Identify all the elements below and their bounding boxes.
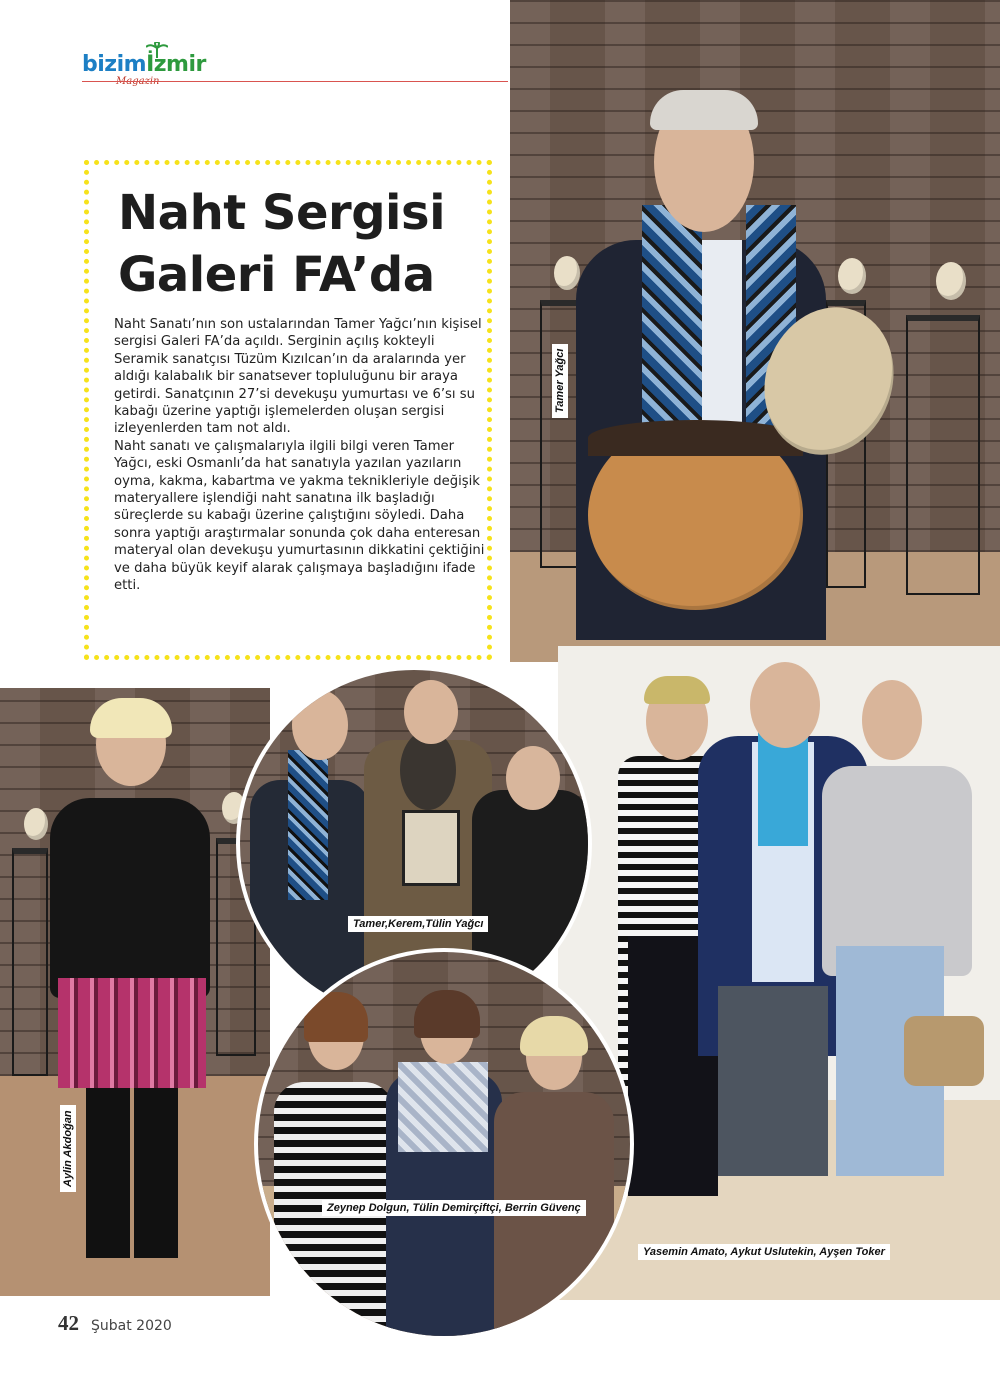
photo-zeynep-tulin-berrin — [254, 948, 634, 1340]
photo-tamer-yagci — [510, 0, 1000, 662]
article-body — [114, 316, 486, 595]
caption-yasemin-aykut-aysen: Yasemin Amato, Aykut Uslutekin, Ayşen Toker — [638, 1244, 890, 1260]
article-title: Naht Sergisi Galeri FA’da — [118, 185, 446, 303]
page-footer — [58, 1311, 172, 1336]
article-paragraph: Naht sanatı ve çalışmalarıyla ilgili bilgi veren Tamer Yağcı, eski Osmanlı’da hat sanatıyla yazılan yazıların oyma, kakma, kabartma ve yakma teknikleriyle değişik materyallere işlendiği naht sanatına ilk başladığı süreçlerde su kabağı üzerine çalıştığını söyledi. Daha sonra yaptığı araştırmalar sonunda çok daha enteresan materyal olan devekuşu yumurtasının dikkatini çektiğini ve daha büyük keyif alarak çalışmaya başladığını ifade etti. — [114, 438, 485, 594]
article-paragraph: Naht Sanatı’nın son ustalarından Tamer Yağcı’nın kişisel sergisi Galeri FA’da açıldı. Serginin açılış kokteyli Seramik sanatçısı Tüzüm Kızılcan’ın da aralarında yer aldığı kalabalık bir sanatsever topluluğunu bir araya getirdi. Sanatçının 27’si devekuşu yumurtası ve 6’sı su kabağı üzerine yaptığı işlemelerden oluşan sergisi izleyenlerden tam not aldı. — [114, 317, 482, 437]
caption-tamer-kerem-tulin: Tamer,Kerem,Tülin Yağcı — [348, 916, 488, 932]
caption-tamer-yagci: Tamer Yağcı — [552, 344, 568, 418]
page-number: 42 — [58, 1311, 79, 1335]
header-rule — [82, 81, 508, 82]
photo-aylin-akdogan — [0, 688, 270, 1296]
issue-date: Şubat 2020 — [91, 1318, 172, 1334]
caption-aylin-akdogan: Aylin Akdoğan — [60, 1105, 76, 1192]
magazine-logo — [82, 48, 222, 90]
caption-zeynep-tulin-berrin: Zeynep Dolgun, Tülin Demirçiftçi, Berrin Güvenç — [322, 1200, 586, 1216]
logo-wordmark: bizimİzmir — [82, 52, 206, 77]
